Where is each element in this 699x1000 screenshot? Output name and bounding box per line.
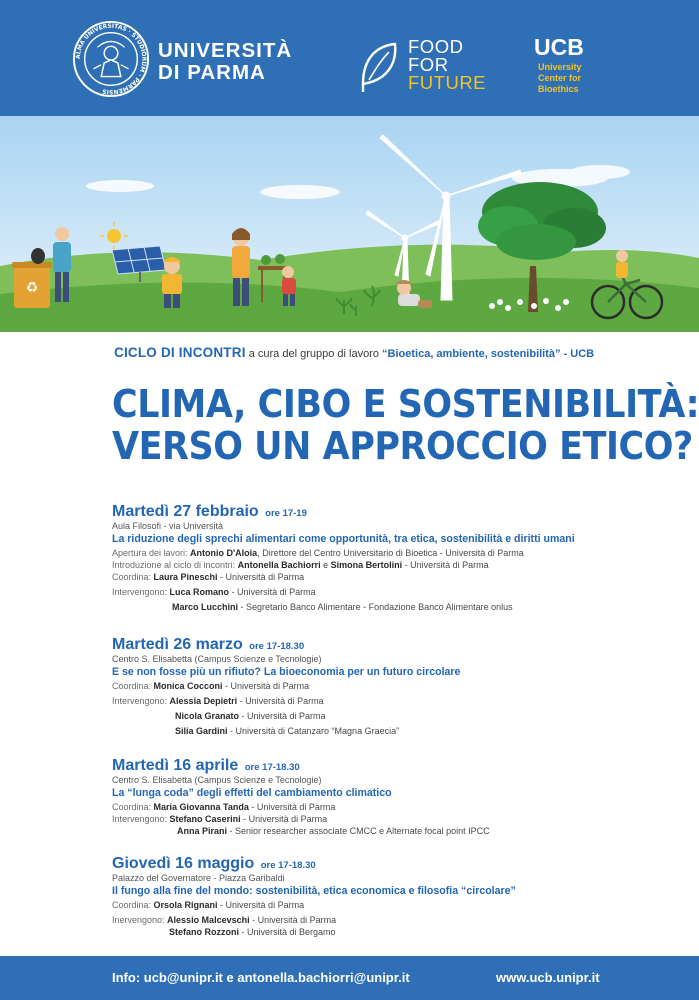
ucb-line2: Center for bbox=[538, 73, 582, 83]
event-2 bbox=[112, 636, 672, 737]
seal-text: ALMA UNIVERSITAS · STUDIORUM · PARMENSIS bbox=[75, 23, 147, 95]
recycle-bin bbox=[12, 262, 52, 308]
university-name bbox=[158, 40, 292, 84]
speaker-name: Nicola Granato bbox=[175, 711, 240, 721]
series-curator-text: a cura del gruppo di lavoro bbox=[245, 348, 383, 360]
event-coordinator-line: Coordina: Orsola Rignani - Università di Parma bbox=[112, 900, 305, 910]
page-title-line1: CLIMA, CIBO E SOSTENIBILITÀ: bbox=[112, 382, 699, 426]
page-title-line2: VERSO UN APPROCCIO ETICO? bbox=[112, 424, 693, 468]
speaker-name: Luca Romano bbox=[169, 587, 230, 597]
event-hours: ore 17-19 bbox=[265, 508, 307, 519]
speaker-name: Anna Pirani bbox=[177, 826, 228, 836]
event-coordinator-line: Coordina: Maria Giovanna Tanda - Università di Parma bbox=[112, 802, 336, 812]
event-date: Martedì 16 aprile bbox=[112, 757, 239, 774]
header-band bbox=[0, 0, 699, 116]
event-speaker-line: Nicola Granato - Università di Parma bbox=[175, 711, 326, 721]
event-intro-line: Introduzione al ciclo di incontri: Antonella Bachiorri e Simona Bertolini - Università di Parma bbox=[112, 560, 489, 570]
svg-text:♻: ♻ bbox=[25, 280, 39, 296]
event-location: Palazzo del Governatore - Piazza Garibaldi bbox=[112, 873, 285, 883]
event-location: Centro S. Elisabetta (Campus Scienze e Tecnologie) bbox=[112, 654, 322, 664]
speaker-name: Antonio D'Aloia bbox=[190, 548, 258, 558]
event-location: Centro S. Elisabetta (Campus Scienze e Tecnologie) bbox=[112, 775, 322, 785]
event-speaker-line: Intervengono: Alessia Depietri - Università di Parma bbox=[112, 696, 324, 706]
event-speaker-line: Silia Gardini - Università di Catanzaro “Magna Graecia” bbox=[175, 726, 400, 736]
svg-text:ALMA UNIVERSITAS · STUDIORUM · bbox=[76, 24, 146, 94]
speaker-name: Laura Pineschi bbox=[153, 572, 218, 582]
ucb-title: UCB bbox=[534, 34, 584, 60]
event-opening-line: Apertura dei lavori: Antonio D'Aloia, Direttore del Centro Universitario di Bioetica - Università di Parma bbox=[112, 548, 524, 558]
fff-line2: FOR bbox=[408, 54, 449, 75]
speaker-name: Monica Cocconi bbox=[153, 681, 223, 691]
event-date: Martedì 27 febbraio bbox=[112, 503, 259, 520]
event-date: Martedì 26 marzo bbox=[112, 636, 243, 653]
event-3 bbox=[112, 757, 672, 837]
event-hours: ore 17-18.30 bbox=[244, 762, 300, 773]
speaker-name: Alessio Malcevschi bbox=[167, 915, 250, 925]
footer-band bbox=[0, 956, 699, 1000]
series-label: CICLO DI INCONTRI bbox=[114, 345, 246, 360]
event-hours: ore 17-18.30 bbox=[249, 641, 305, 652]
speaker-name: Simona Bertolini bbox=[330, 560, 403, 570]
speaker-name: Marco Lucchini bbox=[172, 602, 239, 612]
event-date: Giovedì 16 maggio bbox=[112, 855, 255, 872]
speaker-name: Alessia Depietri bbox=[169, 696, 238, 706]
event-talk-title: La “lunga coda” degli effetti del cambiamento climatico bbox=[112, 787, 392, 799]
food-for-future-text bbox=[408, 38, 486, 92]
ucb-line1: University bbox=[538, 62, 582, 72]
speaker-name: Orsola Rignani bbox=[153, 900, 218, 910]
event-hours: ore 17-18.30 bbox=[260, 860, 316, 871]
event-4 bbox=[112, 855, 672, 938]
food-for-future-logo bbox=[357, 40, 401, 96]
event-1 bbox=[112, 503, 672, 613]
event-speaker-line: Marco Lucchini - Segretario Banco Alimentare - Fondazione Banco Alimentare onlus bbox=[172, 602, 513, 612]
event-speaker-line: Anna Pirani - Senior researcher associate CMCC e Alternate focal point IPCC bbox=[177, 826, 490, 836]
event-talk-title: La riduzione degli sprechi alimentari come opportunità, tra etica, sostenibilità e diritti umani bbox=[112, 533, 575, 545]
ucb-subtitle bbox=[538, 62, 582, 95]
event-talk-title: Il fungo alla fine del mondo: sostenibilità, etica economica e filosofia “circolare” bbox=[112, 885, 516, 897]
page-title bbox=[112, 382, 699, 468]
speaker-name: Silia Gardini bbox=[175, 726, 228, 736]
event-speaker-line: Stefano Rozzoni - Università di Bergamo bbox=[169, 927, 336, 937]
event-coordinator-line: Coordina: Monica Cocconi - Università di Parma bbox=[112, 681, 310, 691]
contact-info[interactable]: Info: ucb@unipr.it e antonella.bachiorri@unipr.it bbox=[112, 970, 410, 985]
event-talk-title: E se non fosse più un rifiuto? La bioeconomia per un futuro circolare bbox=[112, 666, 461, 678]
speaker-name: Stefano Caserini bbox=[169, 814, 241, 824]
event-coordinator-line: Coordina: Laura Pineschi - Università di Parma bbox=[112, 572, 305, 582]
speaker-name: Antonella Bachiorri bbox=[237, 560, 321, 570]
event-speaker-line: Intervengono: Stefano Caserini - Università di Parma bbox=[112, 814, 328, 824]
speaker-name: Maria Giovanna Tanda bbox=[153, 802, 249, 812]
ucb-line3: Bioethics bbox=[538, 84, 579, 94]
speaker-name: Stefano Rozzoni bbox=[169, 927, 239, 937]
university-name-line2: DI PARMA bbox=[158, 61, 266, 84]
fff-line1: FOOD bbox=[408, 36, 464, 57]
working-group-name: “Bioetica, ambiente, sostenibilità” - UCB bbox=[382, 348, 595, 360]
event-series-line bbox=[114, 345, 594, 360]
event-location: Aula Filosofi - via Università bbox=[112, 521, 224, 531]
sustainability-illustration bbox=[0, 116, 699, 332]
website-link[interactable]: www.ucb.unipr.it bbox=[496, 970, 600, 985]
event-speaker-line: Intervengono: Luca Romano - Università di Parma bbox=[112, 587, 316, 597]
fff-line3: FUTURE bbox=[408, 72, 487, 93]
university-seal-logo bbox=[72, 20, 150, 98]
university-name-line1: UNIVERSITÀ bbox=[158, 39, 293, 62]
event-speaker-line: Inervengono: Alessio Malcevschi - Università di Parma bbox=[112, 915, 337, 925]
